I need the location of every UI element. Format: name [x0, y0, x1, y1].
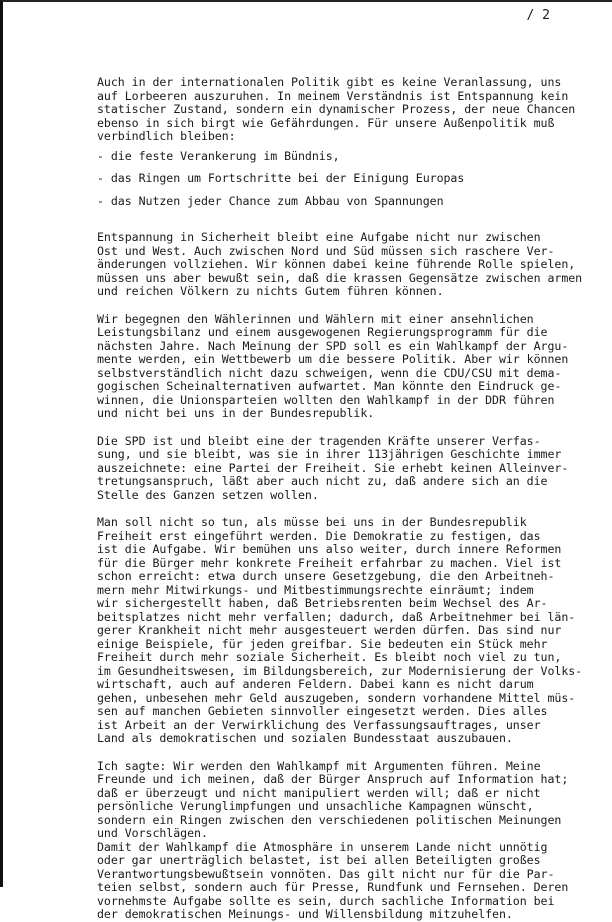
list-item: - das Ringen um Fortschritte bei der Einigung Europas [97, 171, 465, 185]
text-line: gehen, unbesehen mehr Geld auszugeben, sondern vorhandene Mittel müs- [97, 691, 576, 705]
text-line: auszeichnete: eine Partei der Freiheit. Sie erhebt keinen Alleinver- [97, 461, 569, 475]
paragraph-campaign [97, 760, 607, 922]
text-line: winnen, die Unionsparteien wollten den Wahlkampf in der DDR führen [97, 393, 555, 407]
text-line: im Gesundheitswesen, im Bildungsbereich, zur Modernisierung der Volks- [97, 664, 583, 678]
paragraph-foreign-policy [97, 76, 607, 144]
text-line: ebenso in sich birgt wie Gefährdungen. Für unsere Außenpolitik muß [97, 116, 555, 130]
list-item: - das Nutzen jeder Chance zum Abbau von Spannungen [97, 193, 444, 208]
text-line: Die SPD ist und bleibt eine der tragenden Kräfte unserer Verfas- [97, 434, 541, 448]
text-line: sondern ein Ringen zwischen den verschiedenen politischen Meinungen [97, 813, 562, 827]
text-line: persönliche Verunglimpfungen und unsachliche Kampagnen wünscht, [97, 800, 534, 813]
text-line: wir sichergestellt haben, daß Betriebsrenten beim Wechsel des Ar- [97, 597, 548, 610]
page-number: / 2 [526, 8, 550, 23]
text-line: sen auf manchen Gebieten sinnvoller eingesetzt werden. Dies alles [97, 705, 548, 718]
text-line: ist Arbeit an der Verwirklichung des Verfassungsauftrages, unser [97, 718, 541, 732]
text-line: teien selbst, sondern auch für Presse, Rundfunk und Fernsehen. Deren [97, 881, 569, 894]
paragraph-detente [97, 231, 607, 299]
text-line: Leistungsbilanz und einem ausgewogenen Regierungsprogramm für die [97, 326, 548, 339]
text-line: Freiheit durch mehr soziale Sicherheit. Es bleibt noch viel zu tun, [97, 651, 562, 664]
text-line: beitsplatzes nicht mehr verfallen; dadurch, daß Arbeitnehmer bei län- [97, 610, 576, 624]
paragraph-democracy [97, 516, 607, 746]
text-line: Wir begegnen den Wählerinnen und Wählern mit einer ansehnlichen [97, 312, 534, 326]
text-line: Damit der Wahlkampf die Atmosphäre in unserem Lande nicht unnötig [97, 840, 548, 854]
text-line: sung, und sie bleibt, was sie in ihrer 113jährigen Geschichte immer [97, 448, 562, 461]
text-line: Entspannung in Sicherheit bleibt eine Aufgabe nicht nur zwischen [97, 231, 541, 244]
text-line: und nicht bei uns in der Bundesrepublik. [97, 407, 375, 420]
text-line: mente werden, ein Wettbewerb um die bessere Politik. Aber wir können [97, 353, 569, 366]
text-line: Stelle des Ganzen setzen wollen. [97, 488, 319, 502]
text-line: gogischen Scheinalternativen aufwartet. Man könnte den Eindruck ge- [97, 380, 562, 393]
text-line: selbstverständlich nicht dazu schweigen, wenn die CDU/CSU mit dema- [97, 366, 562, 380]
text-line: müssen uns aber bewußt sein, daß die krassen Gegensätze zwischen armen [97, 271, 583, 285]
text-line: auf Lorbeeren auszuruhen. In meinem Verständnis ist Entspannung kein [97, 89, 569, 103]
text-line: Freiheit erst eingeführt werden. Die Demokratie zu festigen, das [97, 529, 541, 543]
text-line: Land als demokratischen und sozialen Bundesstaat auszubauen. [97, 732, 513, 745]
text-line: nächsten Jahre. Nach Meinung der SPD soll es ein Wahlkampf der Argu- [97, 339, 569, 353]
list-item: - die feste Verankerung im Bündnis, [97, 148, 340, 163]
text-line: daß er überzeugt und nicht manipuliert werden will; daß er nicht [97, 786, 541, 800]
document-body [97, 76, 607, 922]
text-line: tretungsanspruch, läßt aber auch nicht zu, daß andere sich an die [97, 475, 548, 488]
text-line: schon erreicht: etwa durch unsere Gesetzgebung, die den Arbeitneh- [97, 570, 555, 583]
text-line: Ost und West. Auch zwischen Nord und Süd müssen sich raschere Ver- [97, 244, 555, 258]
paragraph-spd-freedom [97, 435, 607, 503]
text-line: gerer Krankheit nicht mehr ausgesteuert werden dürfen. Das sind nur [97, 624, 562, 637]
text-line: einige Beispiele, für jeden greifbar. Sie bedeuten ein Stück mehr [97, 637, 548, 651]
text-line: statischer Zustand, sondern ein dynamischer Prozess, der neue Chancen [97, 103, 576, 116]
text-line: wirtschaft, auch auf anderen Feldern. Dabei kann es nicht darum [97, 678, 534, 691]
text-line: verbindlich bleiben: [97, 130, 236, 143]
text-line: Auch in der internationalen Politik gibt es keine Veranlassung, uns [97, 76, 562, 89]
text-line: und reichen Völkern zu nichts Gutem führen können. [97, 285, 444, 298]
text-line: Freunde und ich meinen, daß der Bürger Anspruch auf Information hat; [97, 773, 569, 786]
text-line: mern mehr Mitwirkungs- und Mitbestimmungsrechte einräumt; indem [97, 583, 534, 597]
text-line: ist die Aufgabe. Wir bemühen uns also weiter, durch innere Reformen [97, 543, 562, 556]
text-line: vornehmste Aufgabe sollte es sein, durch sachliche Information bei [97, 894, 555, 908]
text-line: für die Bürger mehr konkrete Freiheit erfahrbar zu machen. Viel ist [97, 556, 562, 570]
text-line: Ich sagte: Wir werden den Wahlkampf mit Argumenten führen. Meine [97, 759, 541, 773]
text-line: der demokratischen Meinungs- und Willensbildung mitzuhelfen. [97, 908, 513, 921]
text-line: änderungen vollziehen. Wir können dabei keine führende Rolle spielen, [97, 258, 576, 271]
bullet-list [97, 150, 607, 209]
text-line: oder gar unerträglich belastet, ist bei allen Beteiligten großes [97, 854, 541, 867]
text-line: Man soll nicht so tun, als müsse bei uns in der Bundesrepublik [97, 516, 527, 529]
text-line: Verantwortungsbewußtsein vonnöten. Das gilt nicht nur für die Par- [97, 867, 555, 881]
text-line: und Vorschlägen. [97, 827, 208, 840]
paragraph-voters [97, 313, 607, 421]
